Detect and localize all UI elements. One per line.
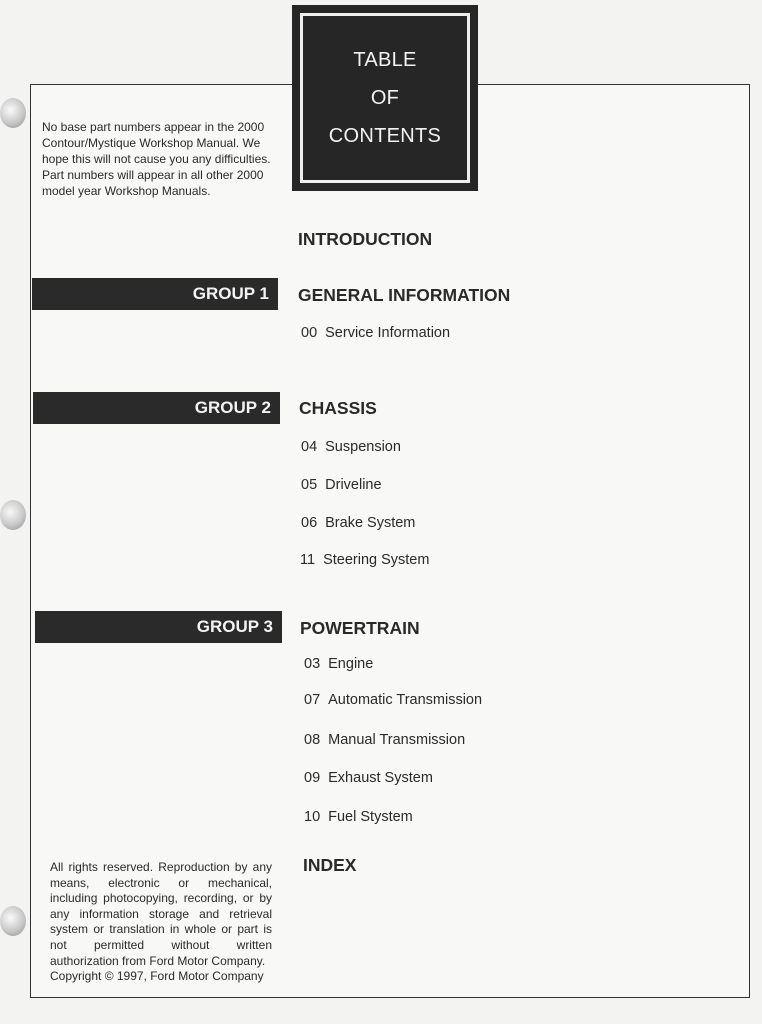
toc-entry[interactable] <box>304 732 465 748</box>
toc-entry[interactable] <box>301 477 382 493</box>
toc-entry[interactable] <box>304 770 433 786</box>
toc-entry-code: 10 <box>304 809 321 825</box>
toc-title-line-1: TABLE <box>353 49 417 71</box>
toc-entry-name: Fuel Stystem <box>328 809 413 825</box>
group-3-title[interactable]: POWERTRAIN <box>300 618 420 638</box>
binder-hole-middle <box>0 500 26 530</box>
binder-hole-bottom <box>0 906 26 936</box>
toc-entry[interactable] <box>301 325 450 341</box>
toc-entry-name: Steering System <box>323 552 430 568</box>
introduction-link[interactable]: INTRODUCTION <box>298 229 433 249</box>
toc-entry[interactable] <box>301 439 401 455</box>
toc-entry-name: Manual Transmission <box>328 732 466 748</box>
rights-reserved-text: All rights reserved. Reproduction by any means, electronic or mechanical, including photocopying, recording, or by any information storage and retrieval system or translation in whole or part is not permitted without written authorization from Ford Motor Company. <box>50 860 272 968</box>
toc-entry-name: Exhaust System <box>328 770 433 786</box>
toc-entry[interactable] <box>304 656 373 672</box>
toc-entry[interactable] <box>304 809 413 825</box>
toc-entry[interactable] <box>304 692 482 708</box>
toc-entry-name: Driveline <box>325 477 382 493</box>
toc-entry-code: 04 <box>301 439 318 455</box>
toc-entry[interactable] <box>300 552 429 568</box>
toc-entry-code: 09 <box>304 770 321 786</box>
part-numbers-note: No base part numbers appear in the 2000 Contour/Mystique Workshop Manual. We hope this will not cause you any difficulties. Part numbers will appear in all other 2000 model year Workshop Manuals. <box>42 120 271 198</box>
binder-hole-top <box>0 98 26 128</box>
toc-entry-code: 00 <box>301 325 318 341</box>
toc-entry-name: Service Information <box>325 325 451 341</box>
toc-title-line-2: OF <box>370 87 400 109</box>
index-link[interactable]: INDEX <box>303 855 357 875</box>
group-2-bar: GROUP 2 <box>33 392 280 424</box>
toc-entry-name: Engine <box>328 656 374 672</box>
toc-title-frame <box>300 13 470 183</box>
group-3-bar: GROUP 3 <box>35 611 282 643</box>
group-1-title[interactable]: GENERAL INFORMATION <box>298 285 511 305</box>
toc-title-box <box>292 5 478 191</box>
toc-title-line-3: CONTENTS <box>328 125 442 147</box>
toc-entry-name: Suspension <box>325 439 401 455</box>
group-2-title[interactable]: CHASSIS <box>299 398 377 418</box>
toc-entry[interactable] <box>301 515 415 531</box>
toc-entry-name: Automatic Transmission <box>328 692 483 708</box>
toc-entry-code: 03 <box>304 656 321 672</box>
toc-entry-code: 06 <box>301 515 318 531</box>
copyright-notice <box>50 860 272 985</box>
toc-entry-name: Brake System <box>325 515 416 531</box>
toc-entry-code: 11 <box>300 552 316 568</box>
copyright-line: Copyright © 1997, Ford Motor Company <box>50 969 264 984</box>
toc-entry-code: 08 <box>304 732 321 748</box>
toc-entry-code: 05 <box>301 477 318 493</box>
toc-entry-code: 07 <box>304 692 321 708</box>
group-1-bar: GROUP 1 <box>32 278 278 310</box>
